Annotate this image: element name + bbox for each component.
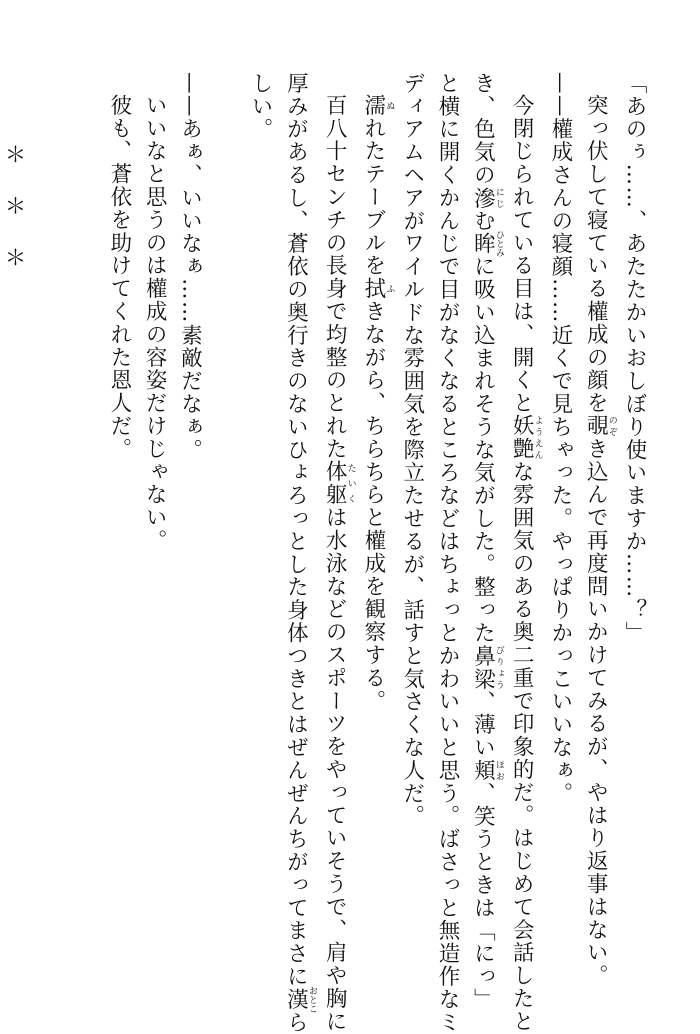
blank-line: [66, 72, 101, 94]
furigana-reading: おとこ: [306, 985, 317, 1013]
vertical-text-block: [0, 72, 652, 1034]
text-line: 今閉じられている目は、開くと妖艶ようえんな雰囲気のある奥二重で印象的だ。はじめて会話したと: [509, 93, 543, 1033]
furigana-ruby: 漢おとこ: [283, 985, 317, 1013]
furigana-ruby: 覗のぞ: [583, 414, 617, 438]
furigana-reading: ほお: [493, 759, 504, 782]
furigana-reading: ぬ: [384, 93, 395, 117]
furigana-reading: びりょう: [493, 644, 504, 691]
furigana-reading: ひとみ: [493, 230, 504, 258]
furigana-reading: たいく: [345, 459, 356, 506]
text-line: 「あのぅ……、あたたかいおしぼり使いますか……？」: [622, 72, 647, 645]
furigana-ruby: 鼻梁びりょう: [470, 644, 504, 691]
furigana-ruby: 拭ふ: [360, 276, 395, 300]
text-line: 百八十センチの長身で均整のとれた体躯たいくは水泳などのスポーツをやっていそうで、肩や胸に: [322, 93, 356, 1033]
furigana-ruby: 頬ほお: [470, 759, 504, 782]
text-line: ——あぁ、いいなぁ……素敵だなぁ。: [177, 72, 203, 462]
furigana-ruby: 妖艶ようえん: [509, 414, 543, 460]
furigana-ruby: 体躯たいく: [322, 459, 356, 506]
text-line: 突っ伏して寝ている權成の顔を覗のぞき込んで再度問いかけてみるが、やはり返事はない。: [583, 93, 617, 987]
furigana-reading: のぞ: [606, 414, 617, 437]
text-line: 彼も、蒼依を助けてくれた恩人だ。: [106, 93, 132, 460]
text-line: き、色気の滲にじむ眸ひとみに吸い込まれそうな気がした。整った鼻梁びりょう、薄い頬ほお、笑うときは「にっ」: [470, 72, 504, 1011]
furigana-reading: ふ: [384, 276, 395, 300]
furigana-reading: にじ: [493, 186, 504, 210]
furigana-reading: ようえん: [532, 414, 543, 460]
furigana-ruby: 濡ぬ: [360, 93, 395, 117]
text-line: しい。: [248, 72, 274, 141]
text-line: いいなと思うのは權成の容姿だけじゃない。: [142, 93, 168, 552]
scene-break-stars: ＊＊＊: [0, 142, 26, 298]
blank-line: [207, 72, 242, 94]
text-line: ——權成さんの寝顔……近くで見ちゃった。やっぱりかっこいいなぁ。: [547, 72, 573, 805]
text-line: と横に開くかんじで目がなくなるところなどはちょっとかわいいと思う。ばさっと無造作なミ: [435, 72, 461, 1034]
blank-line: [31, 72, 66, 94]
furigana-ruby: 滲にじ: [470, 186, 504, 210]
text-line: 濡ぬれたテーブルを拭ふきながら、ちらちらと權成を観察する。: [360, 93, 395, 712]
text-line: 厚みがあるし、蒼依の奥行きのないひょろっとした身体つきとはぜんぜんちがってまさに漢おとこら: [283, 72, 317, 1034]
furigana-ruby: 眸ひとみ: [470, 230, 504, 258]
text-line: ディアムヘアがワイルドな雰囲気を際立たせるが、話すと気さくな人だ。: [399, 72, 425, 828]
